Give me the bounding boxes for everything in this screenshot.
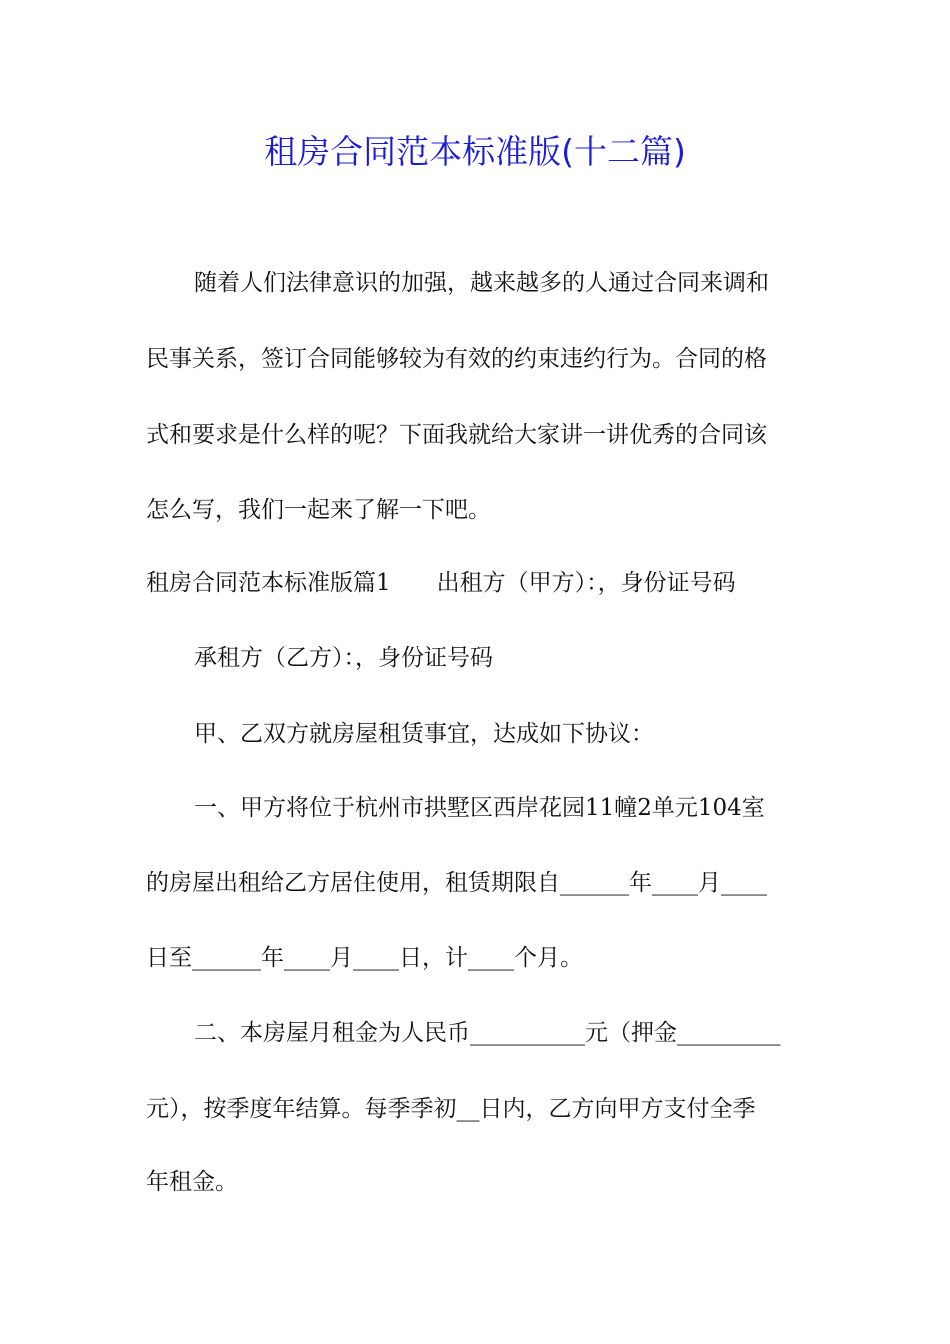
paragraph-line: 一、甲方将位于杭州市拱墅区西岸花园11幢2单元104室 xyxy=(194,795,765,821)
paragraph-line: 甲、乙双方就房屋租赁事宜，达成如下协议： xyxy=(194,721,654,747)
document-title: 租房合同范本标准版(十二篇) xyxy=(264,132,686,171)
paragraph-line: 式和要求是什么样的呢？下面我就给大家讲一讲优秀的合同该 xyxy=(146,422,767,448)
paragraph-line: 民事关系，签订合同能够较为有效的约束违约行为。合同的格 xyxy=(146,346,767,372)
paragraph-line: 随着人们法律意识的加强，越来越多的人通过合同来调和 xyxy=(194,270,769,296)
paragraph-line: 怎么写，我们一起来了解一下吧。 xyxy=(146,497,491,523)
paragraph-line: 承租方（乙方）：，身份证号码 xyxy=(194,645,493,671)
paragraph-line: 二、本房屋月租金为人民币__________元（押金_________ xyxy=(194,1020,781,1046)
paragraph-line: 的房屋出租给乙方居住使用，租赁期限自______年____月____ xyxy=(146,870,767,896)
section-heading-line: 租房合同范本标准版篇1 出租方（甲方）：，身份证号码 xyxy=(146,570,736,596)
paragraph-line: 年租金。 xyxy=(146,1169,238,1195)
paragraph-line: 日至______年____月____日，计____个月。 xyxy=(146,945,583,971)
paragraph-line: 元），按季度年结算。每季季初__日内，乙方向甲方支付全季 xyxy=(146,1096,756,1122)
